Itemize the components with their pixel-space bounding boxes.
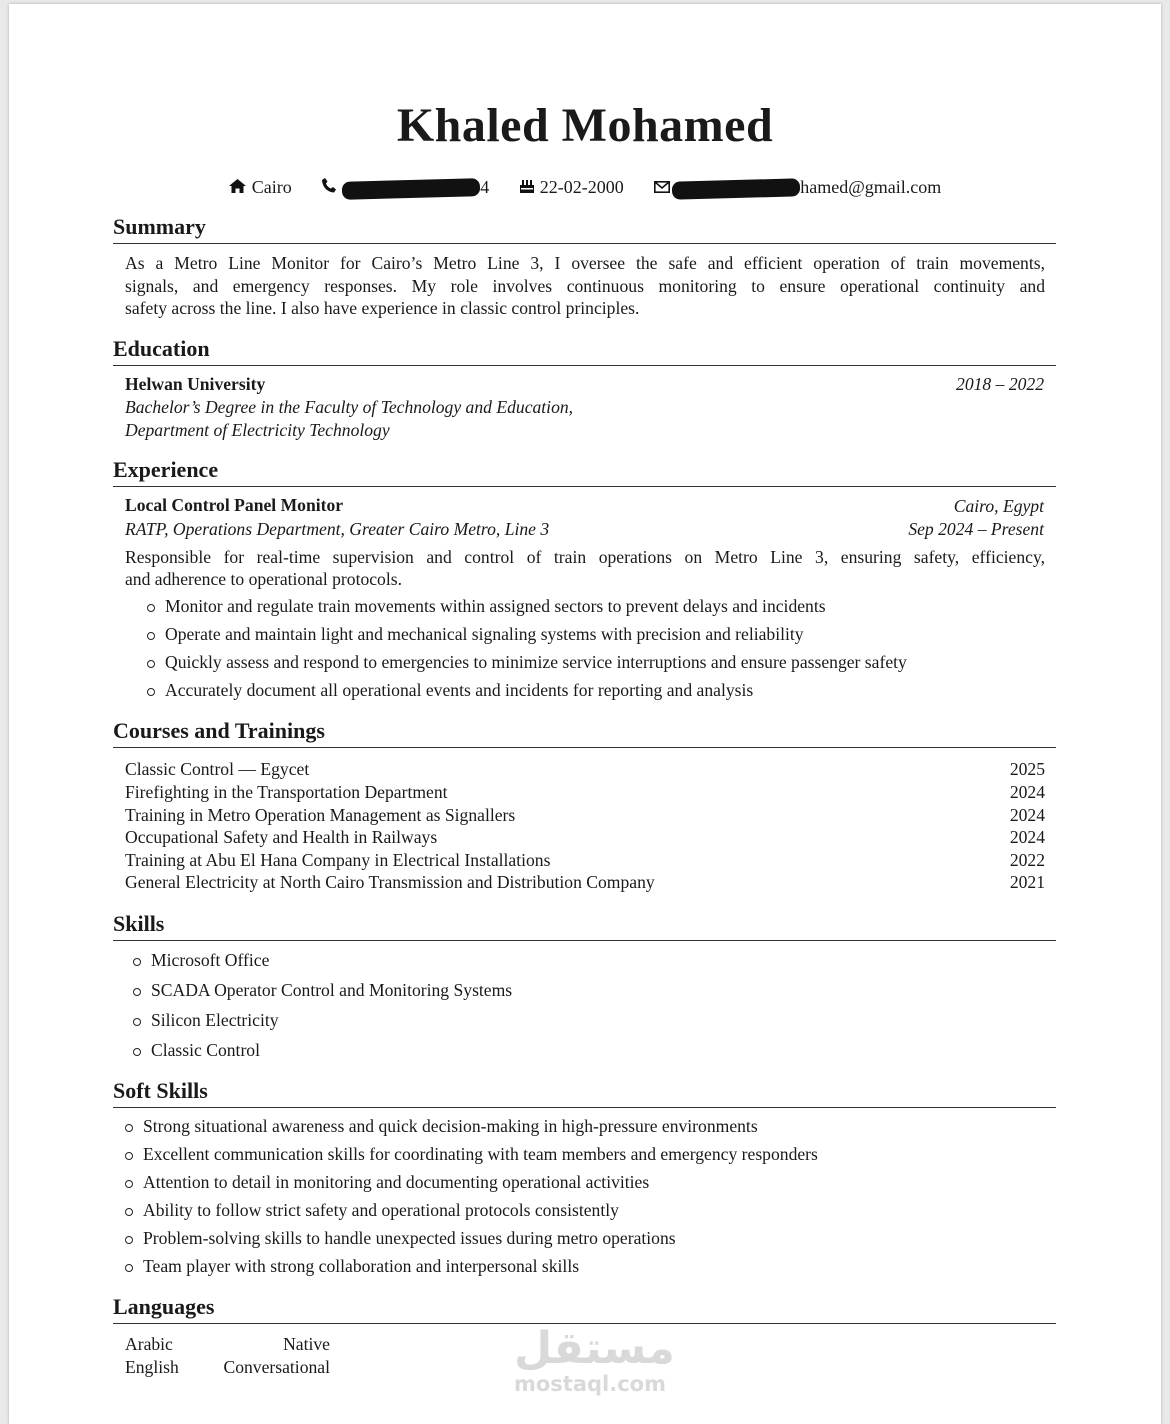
table-row: Occupational Safety and Health in Railways 2024 [125, 827, 1045, 847]
summary-heading: Summary [113, 214, 206, 239]
redacted-phone [342, 178, 480, 200]
soft-skills-heading: Soft Skills [113, 1078, 208, 1103]
experience-heading: Experience [113, 457, 219, 482]
list-item: Classic Control [151, 1040, 512, 1070]
experience-role: Local Control Panel Monitor [125, 495, 344, 515]
summary-text: As a Metro Line Monitor for Cairo’s Metro Line 3, I oversee the safe and efficient operation of train movements, signals, and emergency responses. My role involves continuous monitoring to ensure operational continuity and safety across the line. I also have experience in classic control principles. [125, 253, 1045, 318]
experience-desc-line1: Responsible for real-time supervision and control of train operations on Metro Line 3, ensuring safety, efficiency, [125, 547, 1045, 567]
cake-icon [520, 178, 534, 198]
contact-birthdate: 22-02-2000 [520, 177, 624, 198]
table-row: General Electricity at North Cairo Transmission and Distribution Company 2021 [125, 872, 1045, 892]
redacted-email [672, 179, 800, 200]
contact-line [0, 176, 1170, 198]
education-rule [113, 365, 1056, 366]
list-item: Microsoft Office [151, 950, 512, 980]
experience-org: RATP, Operations Department, Greater Cairo Metro, Line 3 [125, 519, 550, 539]
education-degree-line1: Bachelor’s Degree in the Faculty of Technology and Education, [125, 397, 574, 417]
languages-heading: Languages [113, 1294, 215, 1319]
experience-dates: Sep 2024 – Present [908, 519, 1044, 539]
courses-heading: Courses and Trainings [113, 718, 325, 743]
phone-icon [322, 178, 336, 198]
contact-phone: 4 [322, 177, 489, 198]
education-dates: 2018 – 2022 [956, 374, 1044, 394]
experience-location: Cairo, Egypt [953, 496, 1044, 516]
skills-rule [113, 940, 1056, 941]
table-row: Arabic Native [125, 1334, 330, 1354]
list-item: Strong situational awareness and quick decision-making in high-pressure environments [143, 1116, 818, 1144]
experience-desc-line2: and adherence to operational protocols. [125, 569, 402, 589]
list-item: Silicon Electricity [151, 1010, 512, 1040]
soft-skills-rule [113, 1107, 1056, 1108]
education-degree-line2: Department of Electricity Technology [125, 420, 390, 440]
list-item: Accurately document all operational events and incidents for reporting and analysis [165, 680, 907, 708]
candidate-name: Khaled Mohamed [396, 99, 774, 152]
skills-heading: Skills [113, 911, 165, 936]
skills-list [151, 950, 512, 1070]
education-heading: Education [113, 336, 210, 361]
table-row: Firefighting in the Transportation Department 2024 [125, 782, 1045, 802]
list-item: Team player with strong collaboration and interpersonal skills [143, 1256, 818, 1284]
list-item: Attention to detail in monitoring and documenting operational activities [143, 1172, 818, 1200]
experience-rule [113, 486, 1056, 487]
table-row: English Conversational [125, 1357, 330, 1377]
list-item: Quickly assess and respond to emergencies to minimize service interruptions and ensure passenger safety [165, 652, 907, 680]
summary-rule [113, 243, 1056, 244]
list-item: Ability to follow strict safety and operational protocols consistently [143, 1200, 818, 1228]
courses-rule [113, 747, 1056, 748]
list-item: Operate and maintain light and mechanical signaling systems with precision and reliability [165, 624, 907, 652]
soft-skills-list [143, 1116, 818, 1284]
contact-location: Cairo [229, 177, 292, 198]
list-item: Excellent communication skills for coordinating with team members and emergency responders [143, 1144, 818, 1172]
table-row: Classic Control — Egycet 2025 [125, 759, 1045, 779]
list-item: Monitor and regulate train movements within assigned sectors to prevent delays and incidents [165, 596, 907, 624]
list-item: SCADA Operator Control and Monitoring Systems [151, 980, 512, 1010]
education-institution: Helwan University [125, 374, 266, 394]
envelope-icon [654, 181, 670, 198]
experience-bullets [165, 596, 907, 708]
home-icon [229, 179, 246, 198]
contact-email: hamed@gmail.com [654, 177, 941, 198]
table-row: Training at Abu El Hana Company in Electrical Installations 2022 [125, 850, 1045, 870]
table-row: Training in Metro Operation Management as Signallers 2024 [125, 805, 1045, 825]
mostaql-watermark: مستقل mostaql.com [514, 1323, 675, 1396]
list-item: Problem-solving skills to handle unexpected issues during metro operations [143, 1228, 818, 1256]
